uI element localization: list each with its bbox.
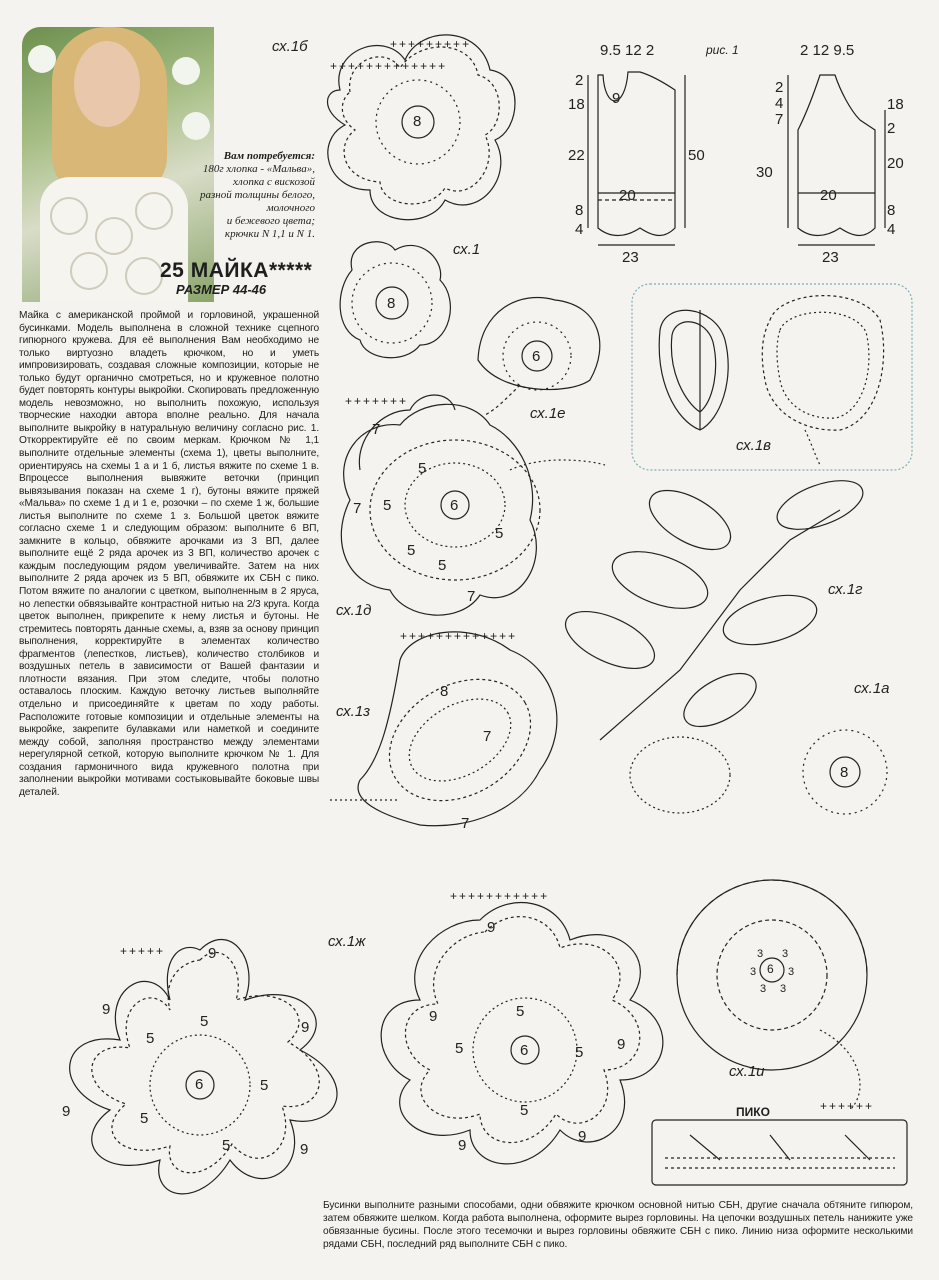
motif-number: 9 [578, 1128, 587, 1145]
motif-number: 9 [458, 1137, 467, 1154]
motif-number: 5 [575, 1044, 584, 1061]
motif-number: 9 [208, 945, 217, 962]
motif-number: 7 [467, 588, 476, 605]
label-scheme-1a: сх.1а [854, 680, 890, 697]
dimension: 2 [575, 72, 584, 89]
motif-number: 5 [455, 1040, 464, 1057]
article-bottom-text: Бусинки выполните разными способами, одни обвяжите крючком основной нитью СБН, другие сначала обтяните гипюром, затем обвяжите шелком. Когда работа выполнена, оформите вырез горловины. На цепочки воздушных петель нанижите уже обвязанные бусины. После этого тесемочки и вырез горловины обвяжите СБН с пико. Линию низа оформите несколькими рядами СБН, последний ряд выполните СБН с пико. [323, 1200, 913, 1250]
motif-number: 5 [140, 1110, 149, 1127]
dimension: 20 [619, 187, 636, 204]
svg-text:+++++++++: +++++++++ [390, 37, 472, 51]
motif-number: 5 [516, 1003, 525, 1020]
materials-line: хлопка с вискозой [233, 176, 315, 188]
article-body: Майка с американской проймой и горловиной, украшенной бусинками. Модель выполнена в сложной технике сцепного гипюрного кружева. Для её выполнения Вам необходимо не только виртуозно владеть крючком, но и уметь импровизировать, создавая сложные композиции, которые не только будут органично смотреться, но и кружевное полотно будет повторять контуры выкройки. Скопировать предложенную модель невозможно, но выполнить похожую, используя творческие находки автора вполне реально. Для начала выполните выкройку в натуральную величину согласно рис. 1. Откорректируйте её по своим меркам. Крючком № 1,1 выполните отдельные элементы (схема 1), цветы выполните, ориентируясь на схемы 1 а и 1 б, листья вяжите по схеме 1 в. Впроцессе выполнения вывяжите веточки (принцип вывязывания показан на схеме 1 г), бутоны вяжите пряжей «Мальва» по схеме 1 д и 1 е, розочки – по схеме 1 ж, большие листья выполните по схеме 1 з. Большой цветок вяжите согласно схеме 1 и следующим образом: выполните 6 ВП, замкните в кольцо, обвяжите арочками из 3 ВП, далее выполните ещё 2 ряда арочек из 3 ВП, количество арочек с каждым последующим рядом увеличивайте. Затем на них выполните 2 ряда арочек из 5 ВП, обвяжите их СБН с пико. Потом вяжите по аналогии с цветком, выполненным в 2 яруса, но лепестки обвязывайте контрастной нитью на 2/3 круга. Когда цветок выполнен, прикрепите к нему листья и бутоны. Не стремитесь повторять данные схемы, а, взяв за основу принцип выполнения, корректируйте в элементах количество фрагментов (лепестков, листьев), количество столбиков и воздушных петель в зависимости от Вашей фантазии и плотности вязания. При этом следите, чтобы полотно оставалось плоским. Каждую веточку листьев выполняйте отдельно и присоединяйте к цветам по ходу работы. Расположите готовые композиции и отдельные элементы на выкройке, закрепите булавками или наметкой и соедините между собой, заполняя пространство между элементами нерегулярной сеткой, которую выполните крючком № 1. Для создания гармоничного вида кружевного полотна при заполнении выкройки мотивами состыковывайте боковые швы деталей. [19, 310, 319, 798]
label-scheme-1zh: сх.1ж [328, 933, 366, 950]
materials-line: крючки N 1,1 и N 1. [224, 228, 315, 240]
svg-text:+++++++: +++++++ [345, 394, 409, 408]
motif-number: 3 [780, 983, 787, 995]
motif-number: 6 [532, 348, 541, 365]
dimension: 18 [887, 96, 904, 113]
dimension: 20 [820, 187, 837, 204]
scheme-1v-leaf [659, 296, 883, 465]
motif-number: 5 [407, 542, 416, 559]
label-scheme-1: сх.1 [453, 241, 481, 258]
scheme-1z-leaf [330, 632, 557, 826]
label-scheme-1z: сх.1з [336, 703, 371, 720]
pattern-back [788, 75, 885, 245]
motif-number: 5 [520, 1102, 529, 1119]
pattern-front [588, 72, 685, 245]
motif-number: 7 [372, 421, 381, 438]
motif-number: 9 [429, 1008, 438, 1025]
scheme-1d-flower [341, 395, 605, 615]
article-size: РАЗМЕР 44-46 [176, 282, 267, 297]
svg-text:++++++: ++++++ [820, 1099, 875, 1113]
motif-number: 9 [487, 919, 496, 936]
dimension: 7 [775, 111, 784, 128]
dimension: 2 [887, 120, 896, 137]
motif-number: 6 [520, 1042, 529, 1059]
motif-number: 7 [461, 815, 470, 832]
motif-number: 5 [222, 1137, 231, 1154]
motif-number: 8 [387, 295, 396, 312]
dimension: 23 [622, 249, 639, 266]
dimension: 8 [887, 202, 896, 219]
motif-number: 3 [757, 948, 764, 960]
label-scheme-1v: сх.1в [736, 437, 772, 454]
materials-line: разной толщины белого, [199, 189, 315, 201]
motif-number: 6 [450, 497, 459, 514]
dimension: 50 [688, 147, 705, 164]
materials-line: 180г хлопка - «Мальва», [202, 163, 315, 175]
materials-line: и бежевого цвета; [226, 215, 315, 227]
dimension: 22 [568, 147, 585, 164]
label-scheme-1e: сх.1е [530, 405, 566, 422]
motif-number: 5 [200, 1013, 209, 1030]
materials-heading: Вам потребуется: [223, 150, 315, 162]
motif-number: 9 [617, 1036, 626, 1053]
scheme-1i-flower [677, 880, 867, 1110]
svg-text:+++++++++++++: +++++++++++++ [330, 59, 448, 73]
dimension: 4 [887, 221, 896, 238]
dimension: 18 [568, 96, 585, 113]
motif-number: 5 [146, 1030, 155, 1047]
materials-line: молочного [266, 202, 315, 214]
motif-number: 9 [62, 1103, 71, 1120]
motif-number: 3 [760, 983, 767, 995]
motif-number: 9 [102, 1001, 111, 1018]
motif-number: 5 [438, 557, 447, 574]
label-scheme-1d: сх.1д [336, 602, 372, 619]
dimension: 9 [612, 90, 621, 107]
label-scheme-1g: сх.1г [828, 581, 863, 598]
motif-number: 6 [767, 962, 774, 976]
label-picot: ПИКО [736, 1105, 770, 1119]
dimension: 4 [575, 221, 584, 238]
scheme-1zh-right-flower [381, 903, 663, 1164]
svg-text:+++++: +++++ [120, 944, 166, 958]
motif-number: 8 [440, 683, 449, 700]
motif-number: 5 [495, 525, 504, 542]
dimension: 20 [887, 155, 904, 172]
dimension: 8 [575, 202, 584, 219]
motif-number: 7 [353, 500, 362, 517]
dimension: 4 [775, 95, 784, 112]
dimension: 9.5 12 2 [600, 42, 655, 59]
label-scheme-1b: сх.1б [272, 38, 308, 55]
motif-number: 5 [383, 497, 392, 514]
scheme-1g-branch [557, 471, 869, 813]
motif-number: 7 [483, 728, 492, 745]
article-name: МАЙКА***** [190, 259, 313, 282]
dimension: 2 [775, 79, 784, 96]
svg-text:+++++++++++++: +++++++++++++ [400, 629, 518, 643]
motif-number: 8 [840, 764, 849, 781]
motif-number: 3 [788, 966, 795, 978]
article-number: 25 [160, 259, 185, 282]
motif-number: 3 [782, 948, 789, 960]
motif-number: 6 [195, 1076, 204, 1093]
motif-number: 9 [301, 1019, 310, 1036]
motif-number: 8 [413, 113, 422, 130]
label-figure-1: рис. 1 [706, 43, 739, 57]
motif-number: 9 [300, 1141, 309, 1158]
dimension: 30 [756, 164, 773, 181]
dimension: 23 [822, 249, 839, 266]
svg-text:+++++++++++: +++++++++++ [450, 889, 550, 903]
scheme-1zh-left-flower [70, 940, 337, 1194]
label-scheme-1i: сх.1и [729, 1063, 765, 1080]
motif-number: 5 [260, 1077, 269, 1094]
picot-diagram [652, 1120, 907, 1185]
dimension: 2 12 9.5 [800, 42, 855, 59]
motif-number: 5 [418, 460, 427, 477]
motif-number: 3 [750, 966, 757, 978]
